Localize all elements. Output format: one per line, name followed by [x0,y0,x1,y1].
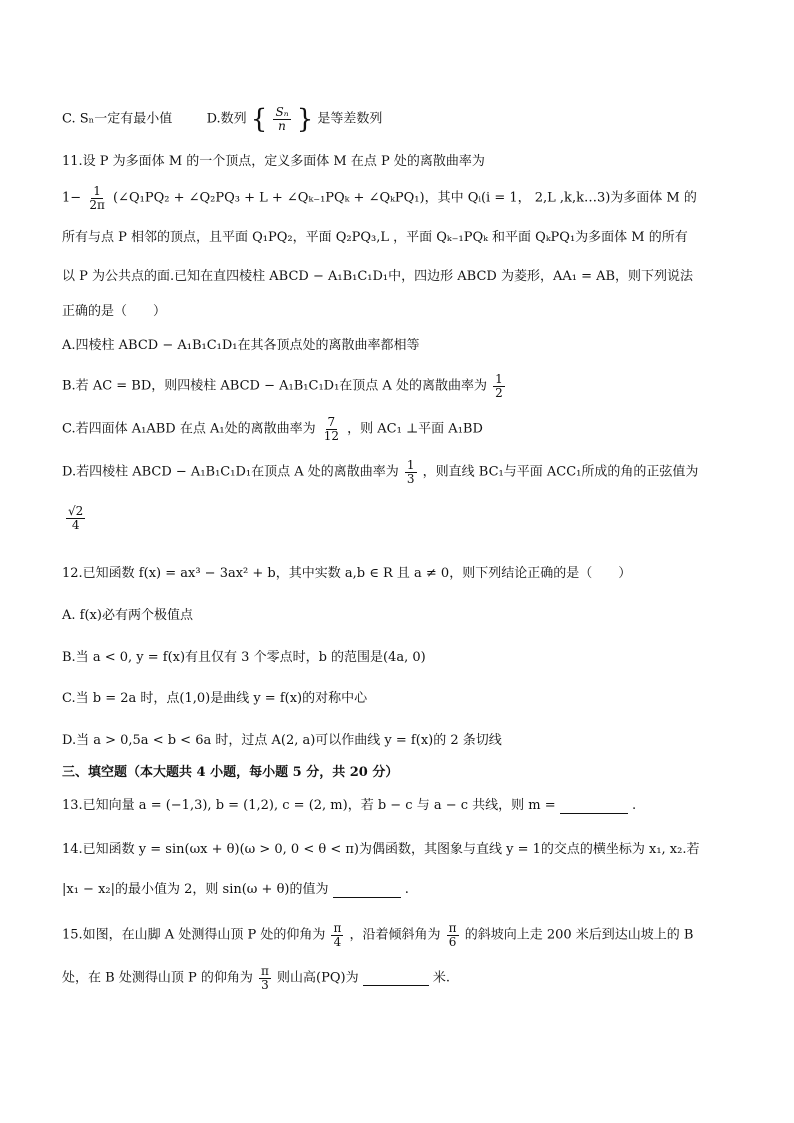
q13: 13.已知向量 a = (−1,3), b = (1,2), c = (2, m)，若 b − c 与 a − c 共线，则 m = . [62,798,637,813]
q13-answer-blank[interactable] [560,799,628,814]
q11-stem-line1: 11.设 P 为多面体 M 的一个顶点，定义多面体 M 在点 P 处的离散曲率为 [62,154,485,169]
q11-curvature-fraction: $\frac{1}{2\pi}$ [89,184,105,212]
q11-stem-line2: 1− $\frac{1}{2\pi}$ (∠Q₁PQ₂ + ∠Q₂PQ₃ + L + ∠Qₖ₋₁PQₖ + ∠QₖPQ₁)，其中 Qᵢ(i = 1， 2,L ,k,k…3)为多面体 M 的 [62,184,697,212]
q11-option-b: B.若 AC = BD，则四棱柱 ABCD − A₁B₁C₁D₁在顶点 A 处的离散曲率为 $\frac{1}{2}$ [62,372,503,400]
q11-stem-line5: 正确的是（ ） [62,304,167,319]
q14-answer-blank[interactable] [333,883,401,898]
q15-line2: 处，在 B 处测得山顶 P 的仰角为 $\frac{\pi}{3}$ 则山高(PQ)为 米. [62,964,450,992]
q15-answer-blank[interactable] [363,971,429,986]
section-fill-in-heading: 三、填空题（本大题共 4 小题，每小题 5 分，共 20 分） [62,765,399,780]
q12-option-b: B.当 a < 0, y = f(x)有且仅有 3 个零点时，b 的范围是(4a, 0) [62,650,426,665]
q12-option-a: A. f(x)必有两个极值点 [62,608,193,623]
q12-option-c: C.当 b = 2a 时，点(1,0)是曲线 y = f(x)的对称中心 [62,691,368,706]
q11-option-c: C.若四面体 A₁ABD 在点 A₁处的离散曲率为 $\frac{7}{12}$ ，则 AC₁ ⊥平面 A₁BD [62,415,483,443]
q11-option-d-answer: $\frac{√2}{4}$ [68,504,84,532]
q11-stem-line3: 所有与点 P 相邻的顶点，且平面 Q₁PQ₂，平面 Q₂PQ₃,L ，平面 Qₖ₋₁PQₖ 和平面 QₖPQ₁为多面体 M 的所有 [62,230,688,245]
q11-stem-line4: 以 P 为公共点的面.已知在直四棱柱 ABCD − A₁B₁C₁D₁中，四边形 ABCD 为菱形，AA₁ = AB，则下列说法 [62,269,694,284]
q10-options: C. Sₙ一定有最小值 D.数列 { $\frac{\text{Sₙ}}{n}$ } 是等差数列 [62,104,383,135]
q11-option-d: D.若四棱柱 ABCD − A₁B₁C₁D₁在顶点 A 处的离散曲率为 $\frac{1}{3}$ ，则直线 BC₁与平面 ACC₁所成的角的正弦值为 [62,458,699,486]
q14-line2: |x₁ − x₂|的最小值为 2，则 sin(ω + θ)的值为 . [62,882,409,897]
q14-line1: 14.已知函数 y = sin(ωx + θ)(ω > 0, 0 < θ < π)为偶函数，其图象与直线 y = 1的交点的横坐标为 x₁, x₂.若 [62,842,700,857]
q15-line1: 15.如图，在山脚 A 处测得山顶 P 处的仰角为 $\frac{\pi}{4}$ ，沿着倾斜角为 $\frac{\pi}{6}$ 的斜坡向上走 200 米后到达山坡上的 B [62,921,694,949]
q10-option-d-prefix: D.数列 [206,111,247,127]
q12-option-d: D.当 a > 0,5a < b < 6a 时，过点 A(2, a)可以作曲线 y = f(x)的 2 条切线 [62,733,502,748]
q10-option-d-suffix: 是等差数列 [317,111,383,127]
q10-option-c: C. Sₙ一定有最小值 [62,111,173,127]
q11-option-a: A.四棱柱 ABCD − A₁B₁C₁D₁在其各顶点处的离散曲率都相等 [62,338,420,353]
q10-d-fraction: $\frac{\text{Sₙ}}{n}$ [275,105,289,133]
q12-stem: 12.已知函数 f(x) = ax³ − 3ax² + b，其中实数 a,b ∈ R 且 a ≠ 0，则下列结论正确的是（ ） [62,566,632,581]
